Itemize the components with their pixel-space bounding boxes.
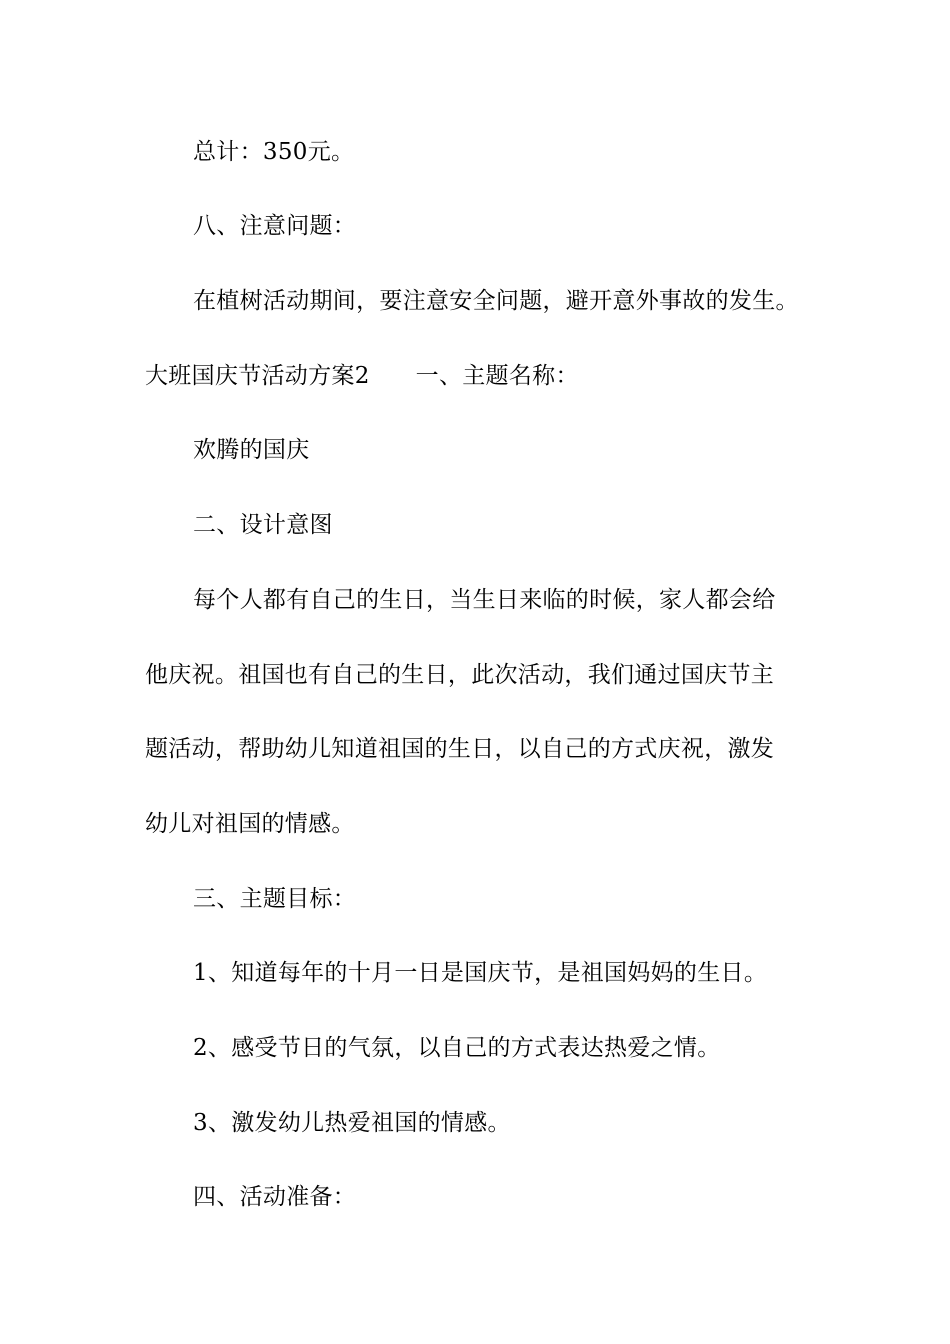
- goal-item-1: 1、知道每年的十月一日是国庆节，是祖国妈妈的生日。: [193, 960, 768, 986]
- section-heading-goals: 三、主题目标：: [193, 886, 357, 912]
- plan-title: 大班国庆节活动方案2: [145, 363, 370, 389]
- section-heading-theme-name: 一、主题名称：: [415, 363, 579, 389]
- precautions-text: 在植树活动期间，要注意安全问题，避开意外事故的发生。: [193, 288, 799, 314]
- design-intent-line-1: 每个人都有自己的生日，当生日来临的时候，家人都会给: [193, 587, 776, 613]
- goal-item-3: 3、激发幼儿热爱祖国的情感。: [193, 1110, 511, 1136]
- section-heading-preparation: 四、活动准备：: [193, 1184, 357, 1210]
- plan-title-line: [145, 361, 579, 391]
- section-heading-design-intent: 二、设计意图: [193, 512, 333, 538]
- design-intent-line-3: 题活动，帮助幼儿知道祖国的生日，以自己的方式庆祝，激发: [145, 736, 775, 762]
- budget-total-line: 总计：350元。: [193, 139, 355, 165]
- section-heading-precautions: 八、注意问题：: [193, 213, 357, 239]
- theme-name-text: 欢腾的国庆: [193, 437, 310, 463]
- design-intent-line-4: 幼儿对祖国的情感。: [145, 811, 355, 837]
- goal-item-2: 2、感受节日的气氛，以自己的方式表达热爱之情。: [193, 1035, 721, 1061]
- design-intent-line-2: 他庆祝。祖国也有自己的生日，此次活动，我们通过国庆节主: [145, 662, 775, 688]
